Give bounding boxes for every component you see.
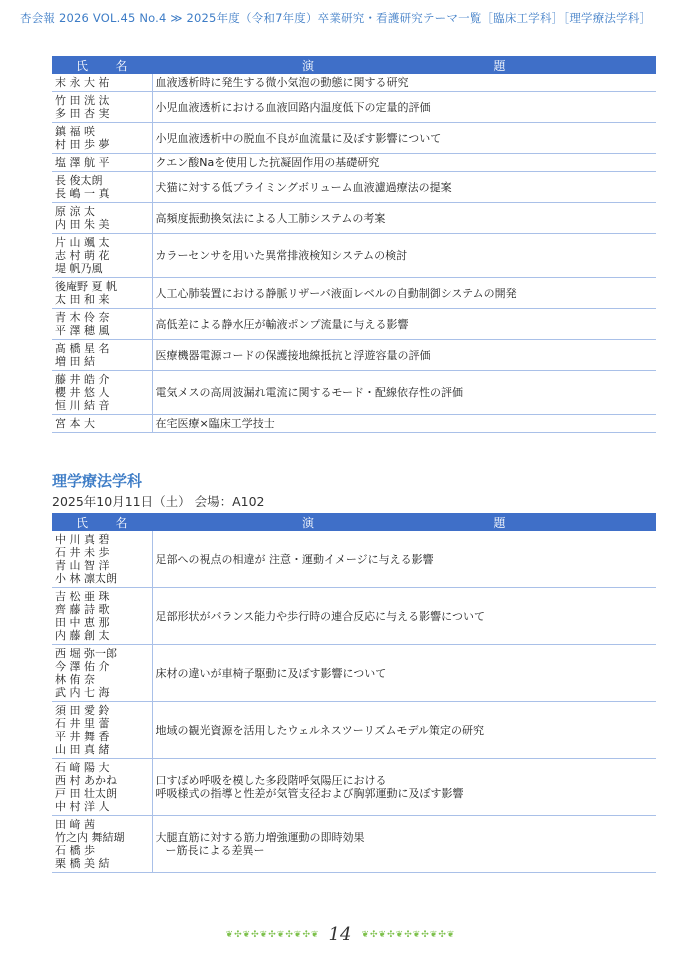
student-name: 平 澤 穂 風 xyxy=(55,324,110,337)
research-title-cell xyxy=(152,588,656,645)
leaf-icon: ✣ xyxy=(370,929,378,940)
student-name: 多 田 杏 実 xyxy=(55,107,110,120)
student-name: 片 山 颯 太 xyxy=(55,236,110,249)
table-row xyxy=(52,340,656,371)
student-name: 戸 田 壮太朗 xyxy=(55,787,117,800)
research-title-cell xyxy=(152,92,656,123)
student-names-cell xyxy=(52,234,152,278)
table-row xyxy=(52,74,656,92)
name-header-char: 氏 xyxy=(76,58,89,73)
student-name: 竹之内 舞結瑚 xyxy=(55,831,125,844)
section-title-physical-therapy: 理学療法学科 xyxy=(52,472,143,490)
leaf-icon: ❦ xyxy=(293,929,302,940)
student-name: 中 川 真 碧 xyxy=(55,533,110,546)
student-name: 堤 帆乃風 xyxy=(55,262,103,275)
research-title-cell xyxy=(152,645,656,702)
table-row xyxy=(52,278,656,309)
student-name: 恒 川 結 音 xyxy=(55,399,110,412)
leaf-icon: ✣ xyxy=(438,929,446,940)
research-title-cell xyxy=(152,759,656,816)
table-row xyxy=(52,645,656,702)
student-name: 髙 橋 星 名 xyxy=(55,342,110,355)
research-title: 小児血液透析中の脱血不良が血流量に及ぼす影響について xyxy=(155,131,442,145)
leaf-icon: ❦ xyxy=(276,929,285,940)
title-header-text xyxy=(152,57,656,74)
page-footer xyxy=(0,924,680,945)
student-name: 長 嶋 一 真 xyxy=(55,187,110,200)
page-header: 杏会報 2026 VOL.45 No.4 ≫ 2025年度（令和7年度）卒業研究・看護研究テーマ一覧［臨床工学科］［理学療法学科］ xyxy=(20,11,652,25)
leaf-icon: ❦ xyxy=(225,929,234,940)
research-title: カラーセンサを用いた異常排液検知システムの検討 xyxy=(155,249,408,262)
student-name: 後庵野 夏 帆 xyxy=(55,280,117,293)
name-header-text xyxy=(52,57,152,74)
research-title: 小児血液透析における血液回路内温度低下の定量的評価 xyxy=(155,100,431,114)
name-column-header xyxy=(52,513,152,531)
clinical-engineering-theme-table xyxy=(52,56,656,433)
student-names-cell xyxy=(52,92,152,123)
leaf-icon: ✣ xyxy=(285,929,293,940)
table-row xyxy=(52,123,656,154)
student-name: 石 井 未 歩 xyxy=(55,546,110,559)
table-row xyxy=(52,702,656,759)
student-name: 内 藤 創 太 xyxy=(55,629,110,642)
student-name: 吉 松 亜 珠 xyxy=(55,590,110,603)
left-ornament-icon xyxy=(226,930,319,940)
table-row xyxy=(52,371,656,415)
student-name: 志 村 萌 花 xyxy=(55,249,110,262)
name-header-char: 名 xyxy=(115,515,128,530)
research-title-cell xyxy=(152,234,656,278)
research-title-cell xyxy=(152,816,656,873)
student-name: 内 田 朱 美 xyxy=(55,218,110,231)
student-names-cell xyxy=(52,588,152,645)
research-title-line: 口すぼめ呼吸を模した多段階呼気陽圧における xyxy=(155,774,387,787)
student-name: 長 俊太朗 xyxy=(55,174,103,187)
student-name: 平 井 舞 香 xyxy=(55,730,110,743)
name-header-text xyxy=(52,514,152,531)
leaf-icon: ✣ xyxy=(404,929,412,940)
student-name: 小 林 凛太朗 xyxy=(55,572,117,585)
leaf-icon: ❦ xyxy=(311,929,319,940)
student-names-cell xyxy=(52,531,152,588)
student-name: 藤 井 皓 介 xyxy=(55,373,110,386)
student-names-cell xyxy=(52,340,152,371)
section-date-venue: 2025年10月11日（土） 会場：A102 xyxy=(52,494,265,509)
right-ornament-icon xyxy=(361,930,454,940)
student-name: 山 田 真 緒 xyxy=(55,743,110,756)
leaf-icon: ❦ xyxy=(361,929,369,940)
student-names-cell xyxy=(52,371,152,415)
name-column-header xyxy=(52,56,152,74)
title-column-header xyxy=(152,513,656,531)
research-title: 高低差による静水圧が輸液ポンプ流量に与える影響 xyxy=(155,317,409,331)
research-title: 在宅医療×臨床工学技士 xyxy=(155,417,275,430)
table-row xyxy=(52,172,656,203)
physical-therapy-theme-table xyxy=(52,513,656,873)
leaf-icon: ✣ xyxy=(387,929,395,940)
leaf-icon: ❦ xyxy=(259,929,268,940)
leaf-icon: ❦ xyxy=(378,929,387,940)
student-names-cell xyxy=(52,759,152,816)
research-title: クエン酸Naを使用した抗凝固作用の基礎研究 xyxy=(155,156,380,169)
leaf-icon: ✣ xyxy=(268,929,276,940)
student-name: 西 堀 弥一郎 xyxy=(55,647,117,660)
research-title-cell xyxy=(152,154,656,172)
student-names-cell xyxy=(52,309,152,340)
student-name: 田 﨑 茜 xyxy=(55,818,95,831)
student-name: 今 澤 佑 介 xyxy=(55,660,110,673)
student-name: 中 村 洋 人 xyxy=(55,800,110,813)
student-names-cell xyxy=(52,702,152,759)
name-header-char: 氏 xyxy=(76,515,89,530)
research-title-cell xyxy=(152,309,656,340)
research-title: 地域の観光資源を活用したウェルネスツーリズムモデル策定の研究 xyxy=(155,723,484,737)
title-header-char: 演 xyxy=(302,515,315,530)
leaf-icon: ❦ xyxy=(446,929,455,940)
student-names-cell xyxy=(52,74,152,92)
student-name: 増 田 結 xyxy=(55,355,95,368)
student-names-cell xyxy=(52,415,152,433)
research-title-cell xyxy=(152,415,656,433)
table-header-row xyxy=(52,56,656,74)
student-names-cell xyxy=(52,278,152,309)
research-title-line: 大腿直筋に対する筋力増強運動の即時効果 xyxy=(155,831,365,844)
student-name: 鎮 福 咲 xyxy=(55,125,95,138)
student-names-cell xyxy=(52,203,152,234)
leaf-icon: ❦ xyxy=(395,929,404,940)
research-title-cell xyxy=(152,340,656,371)
research-title-cell xyxy=(152,278,656,309)
leaf-icon: ✣ xyxy=(234,929,242,940)
research-title: 電気メスの高周波漏れ電流に関するモード・配線依存性の評価 xyxy=(155,386,464,399)
student-name: 原 涼 太 xyxy=(55,205,95,218)
title-header-text xyxy=(152,514,656,531)
title-header-char: 題 xyxy=(493,515,506,530)
student-names-cell xyxy=(52,123,152,154)
table-row xyxy=(52,92,656,123)
student-name: 太 田 和 来 xyxy=(55,293,110,306)
student-name: 石 井 里 蕾 xyxy=(55,717,110,730)
table-row xyxy=(52,309,656,340)
research-title-cell xyxy=(152,371,656,415)
student-name: 青 木 伶 奈 xyxy=(55,311,110,324)
student-name: 石 﨑 陽 大 xyxy=(55,761,110,774)
research-title: 足部への視点の相違が 注意・運動イメージに与える影響 xyxy=(155,552,434,566)
leaf-icon: ❦ xyxy=(242,929,251,940)
student-name: 村 田 歩 夢 xyxy=(55,138,110,151)
student-name: 櫻 井 悠 人 xyxy=(55,386,110,399)
research-title-cell xyxy=(152,702,656,759)
research-title: 医療機器電源コードの保護接地線抵抗と浮遊容量の評価 xyxy=(155,348,431,362)
name-header-char: 名 xyxy=(115,58,128,73)
title-header-char: 演 xyxy=(302,58,315,73)
student-name: 齊 藤 詩 歌 xyxy=(55,603,110,616)
research-title-cell xyxy=(152,203,656,234)
research-title: 人工心肺装置における静脈リザーバ液面レベルの自動制御システムの開発 xyxy=(155,286,517,300)
table-row xyxy=(52,415,656,433)
student-name: 竹 田 洸 汰 xyxy=(55,94,110,107)
leaf-icon: ✣ xyxy=(421,929,429,940)
research-title-line: ー筋長による差異ー xyxy=(165,844,265,857)
table-row xyxy=(52,531,656,588)
student-name: 青 山 智 洋 xyxy=(55,559,110,572)
research-title: 床材の違いが車椅子駆動に及ぼす影響について xyxy=(155,666,387,680)
student-name: 西 村 あかね xyxy=(55,774,117,787)
table-row xyxy=(52,816,656,873)
student-name: 林 侑 奈 xyxy=(55,673,95,686)
student-name: 栗 橋 美 結 xyxy=(55,857,110,870)
research-title-cell xyxy=(152,531,656,588)
student-name: 武 内 七 海 xyxy=(55,686,110,699)
student-names-cell xyxy=(52,172,152,203)
leaf-icon: ❦ xyxy=(429,929,438,940)
student-names-cell xyxy=(52,645,152,702)
research-title-cell xyxy=(152,172,656,203)
table-row xyxy=(52,154,656,172)
title-header-char: 題 xyxy=(493,58,506,73)
student-name: 末 永 大 祐 xyxy=(55,76,110,89)
leaf-icon: ❦ xyxy=(412,929,421,940)
student-name: 須 田 愛 鈴 xyxy=(55,704,110,717)
leaf-icon: ✣ xyxy=(302,929,310,940)
table-header-row xyxy=(52,513,656,531)
research-title: 高頻度振動換気法による人工肺システムの考案 xyxy=(155,211,386,225)
table-row xyxy=(52,588,656,645)
research-title: 足部形状がバランス能力や歩行時の連合反応に与える影響について xyxy=(155,609,485,623)
title-column-header xyxy=(152,56,656,74)
page-number: 14 xyxy=(328,924,352,945)
student-names-cell xyxy=(52,154,152,172)
student-name: 石 橋 歩 xyxy=(55,844,95,857)
student-name: 塩 澤 航 平 xyxy=(55,156,110,169)
table-row xyxy=(52,234,656,278)
table-row xyxy=(52,203,656,234)
research-title-cell xyxy=(152,123,656,154)
research-title-line: 呼吸様式の指導と性差が気管支径および胸郭運動に及ぼす影響 xyxy=(155,787,464,800)
research-title-cell xyxy=(152,74,656,92)
table-row xyxy=(52,759,656,816)
research-title: 血液透析時に発生する微小気泡の動態に関する研究 xyxy=(155,76,409,89)
student-name: 田 中 恵 那 xyxy=(55,616,110,629)
leaf-icon: ✣ xyxy=(251,929,259,940)
student-names-cell xyxy=(52,816,152,873)
student-name: 宮 本 大 xyxy=(55,417,95,430)
research-title: 犬猫に対する低プライミングボリューム血液濾過療法の提案 xyxy=(155,180,452,194)
